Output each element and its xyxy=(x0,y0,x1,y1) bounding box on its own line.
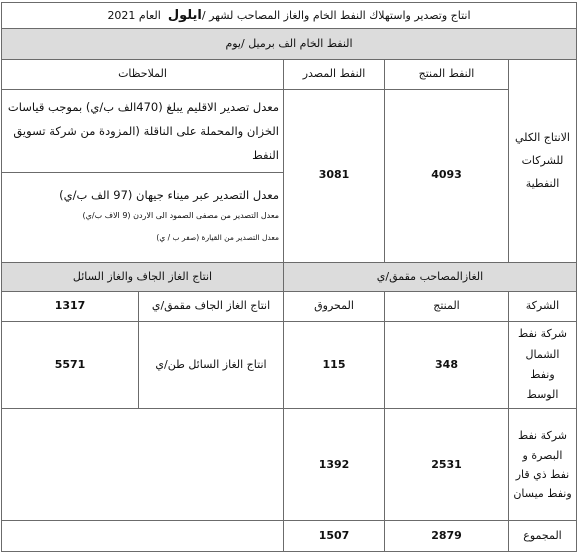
empty-gas-cell xyxy=(2,409,284,521)
title-prefix: انتاج وتصدير واستهلاك النفط الخام والغاز المصاحب لشهر / xyxy=(201,8,471,22)
total-produced-value: 2879 xyxy=(385,521,509,552)
basra-flared-value: 1392 xyxy=(284,409,385,521)
gas-produced-header: المنتج xyxy=(385,292,509,322)
associated-gas-heading: الغازالمصاحب مقمق/ي xyxy=(284,262,577,292)
gas-production-heading: انتاج الغاز الجاف والغاز السائل xyxy=(2,262,284,292)
gas-flared-header: المحروق xyxy=(284,292,385,322)
title-suffix: العام 2021 xyxy=(107,8,161,22)
report-title xyxy=(2,3,577,29)
exported-oil-value: 3081 xyxy=(284,89,385,262)
produced-oil-header: النفط المنتج xyxy=(385,59,509,89)
notes-kurdistan-export xyxy=(2,89,284,172)
total-flared-value: 1507 xyxy=(284,521,385,552)
company-header: الشركة xyxy=(509,292,577,322)
note-qayyarah-export: معدل التصدير من القيارة (صفر ب / ي) xyxy=(156,233,279,243)
exported-oil-header: النفط المصدر xyxy=(284,59,385,89)
lpg-label: انتاج الغاز السائل طن/ي xyxy=(139,321,284,409)
note-kurdistan-export: معدل تصدير الاقليم يبلغ (470الف ب/ي) بموجب قياسات الخزان والمحملة على الناقلة (المزودة من شركة تسويق النفط xyxy=(7,99,279,162)
basra-produced-value: 2531 xyxy=(385,409,509,521)
total-production-label: الانتاج الكلي للشركات النفطية xyxy=(509,59,577,262)
company-basra-dhiqar-maysan: شركة نفط البصرة و نفط ذي قار ونفط ميسان xyxy=(509,409,577,521)
production-report-table xyxy=(1,2,577,552)
crude-oil-heading: النفط الخام الف برميل /يوم xyxy=(2,29,577,60)
note-jordan-export: معدل التصدير من مصفى الصمود الى الاردن (9 الاف ب/ي) xyxy=(82,211,279,221)
note-ceyhan-export: معدل التصدير عبر ميناء جيهان (97 الف ب/ي) xyxy=(59,188,279,203)
total-label: المجموع xyxy=(509,521,577,552)
empty-total-cell xyxy=(2,521,284,552)
company-north-middle: شركة نفط الشمال ونفط الوسط xyxy=(509,321,577,409)
title-month: ايلول xyxy=(167,7,202,23)
dry-gas-value: 1317 xyxy=(2,292,139,322)
produced-oil-value: 4093 xyxy=(385,89,509,262)
lpg-value: 5571 xyxy=(2,321,139,409)
north-flared-value: 115 xyxy=(284,321,385,409)
notes-other-exports xyxy=(2,172,284,262)
north-produced-value: 348 xyxy=(385,321,509,409)
notes-header: الملاحظات xyxy=(2,59,284,89)
dry-gas-label: انتاج الغاز الجاف مقمق/ي xyxy=(139,292,284,322)
